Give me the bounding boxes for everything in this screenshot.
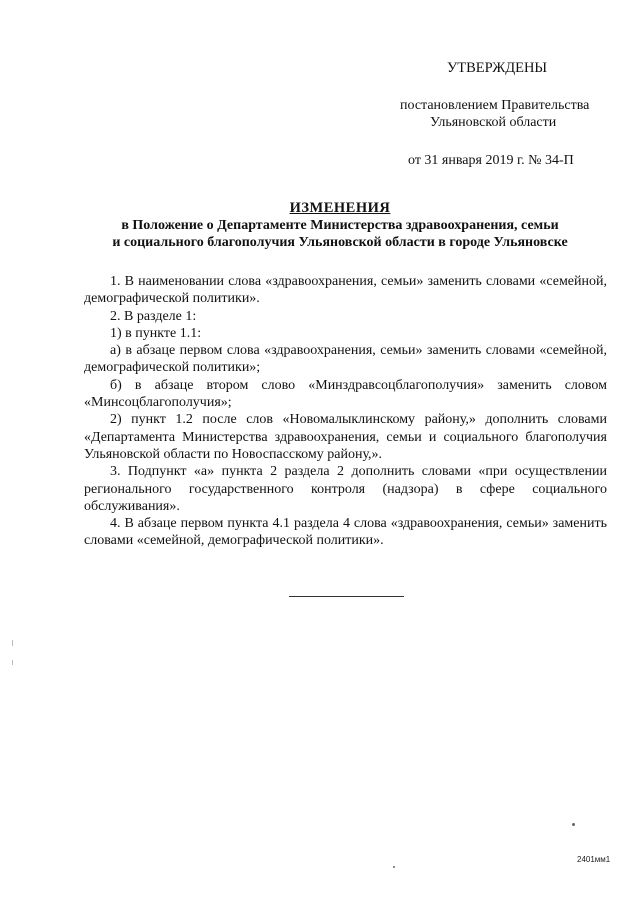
paragraph-2: 2. В разделе 1: (110, 308, 197, 324)
paragraph-3: 1) в пункте 1.1: (110, 325, 202, 341)
scan-speck (572, 823, 575, 826)
paragraph-7: 3. Подпункт «а» пункта 2 раздела 2 дополнить словами «при осуществлении регионального государственного контроля (надзора) в сфере социального обслуживания». (84, 464, 607, 514)
scan-edge-mark (12, 640, 13, 646)
approved-region: Ульяновской области (430, 115, 557, 130)
approved-by: постановлением Правительства (400, 98, 590, 113)
title-heading: ИЗМЕНЕНИЯ (289, 200, 391, 216)
scan-speck (393, 866, 395, 868)
scan-edge-mark (12, 660, 13, 665)
paragraph-5: б) в абзаце втором слово «Минздравсоцблагополучия» заменить словом «Минсоцблагополучия»; (84, 377, 607, 411)
end-divider (289, 596, 404, 597)
document-title (80, 200, 600, 251)
paragraph-8: 4. В абзаце первом пункта 4.1 раздела 4 слова «здравоохранения, семьи» заменить словами «семейной, демографической политики». (84, 516, 607, 549)
paragraph-1: 1. В наименовании слова «здравоохранения, семьи» заменить словами «семейной, демографической политики». (84, 274, 607, 307)
paragraph-4: а) в абзаце первом слова «здравоохранения, семьи» заменить словами «семейной, демографической политики»; (84, 343, 607, 376)
paragraph-6: 2) пункт 1.2 после слов «Новомалыклинскому району,» дополнить словами «Департамента Министерства здравоохранения, семьи и социального благополучия Ульяновской области по Новоспасскому району,». (84, 412, 607, 462)
document-body (84, 273, 607, 550)
title-line-2: и социального благополучия Ульяновской области в городе Ульяновске (112, 235, 568, 250)
approval-date: от 31 января 2019 г. № 34-П (408, 153, 574, 168)
title-line-1: в Положение о Департаменте Министерства здравоохранения, семьи (121, 218, 559, 233)
approved-label: УТВЕРЖДЕНЫ (447, 60, 548, 76)
footer-code: 2401мм1 (577, 855, 611, 864)
